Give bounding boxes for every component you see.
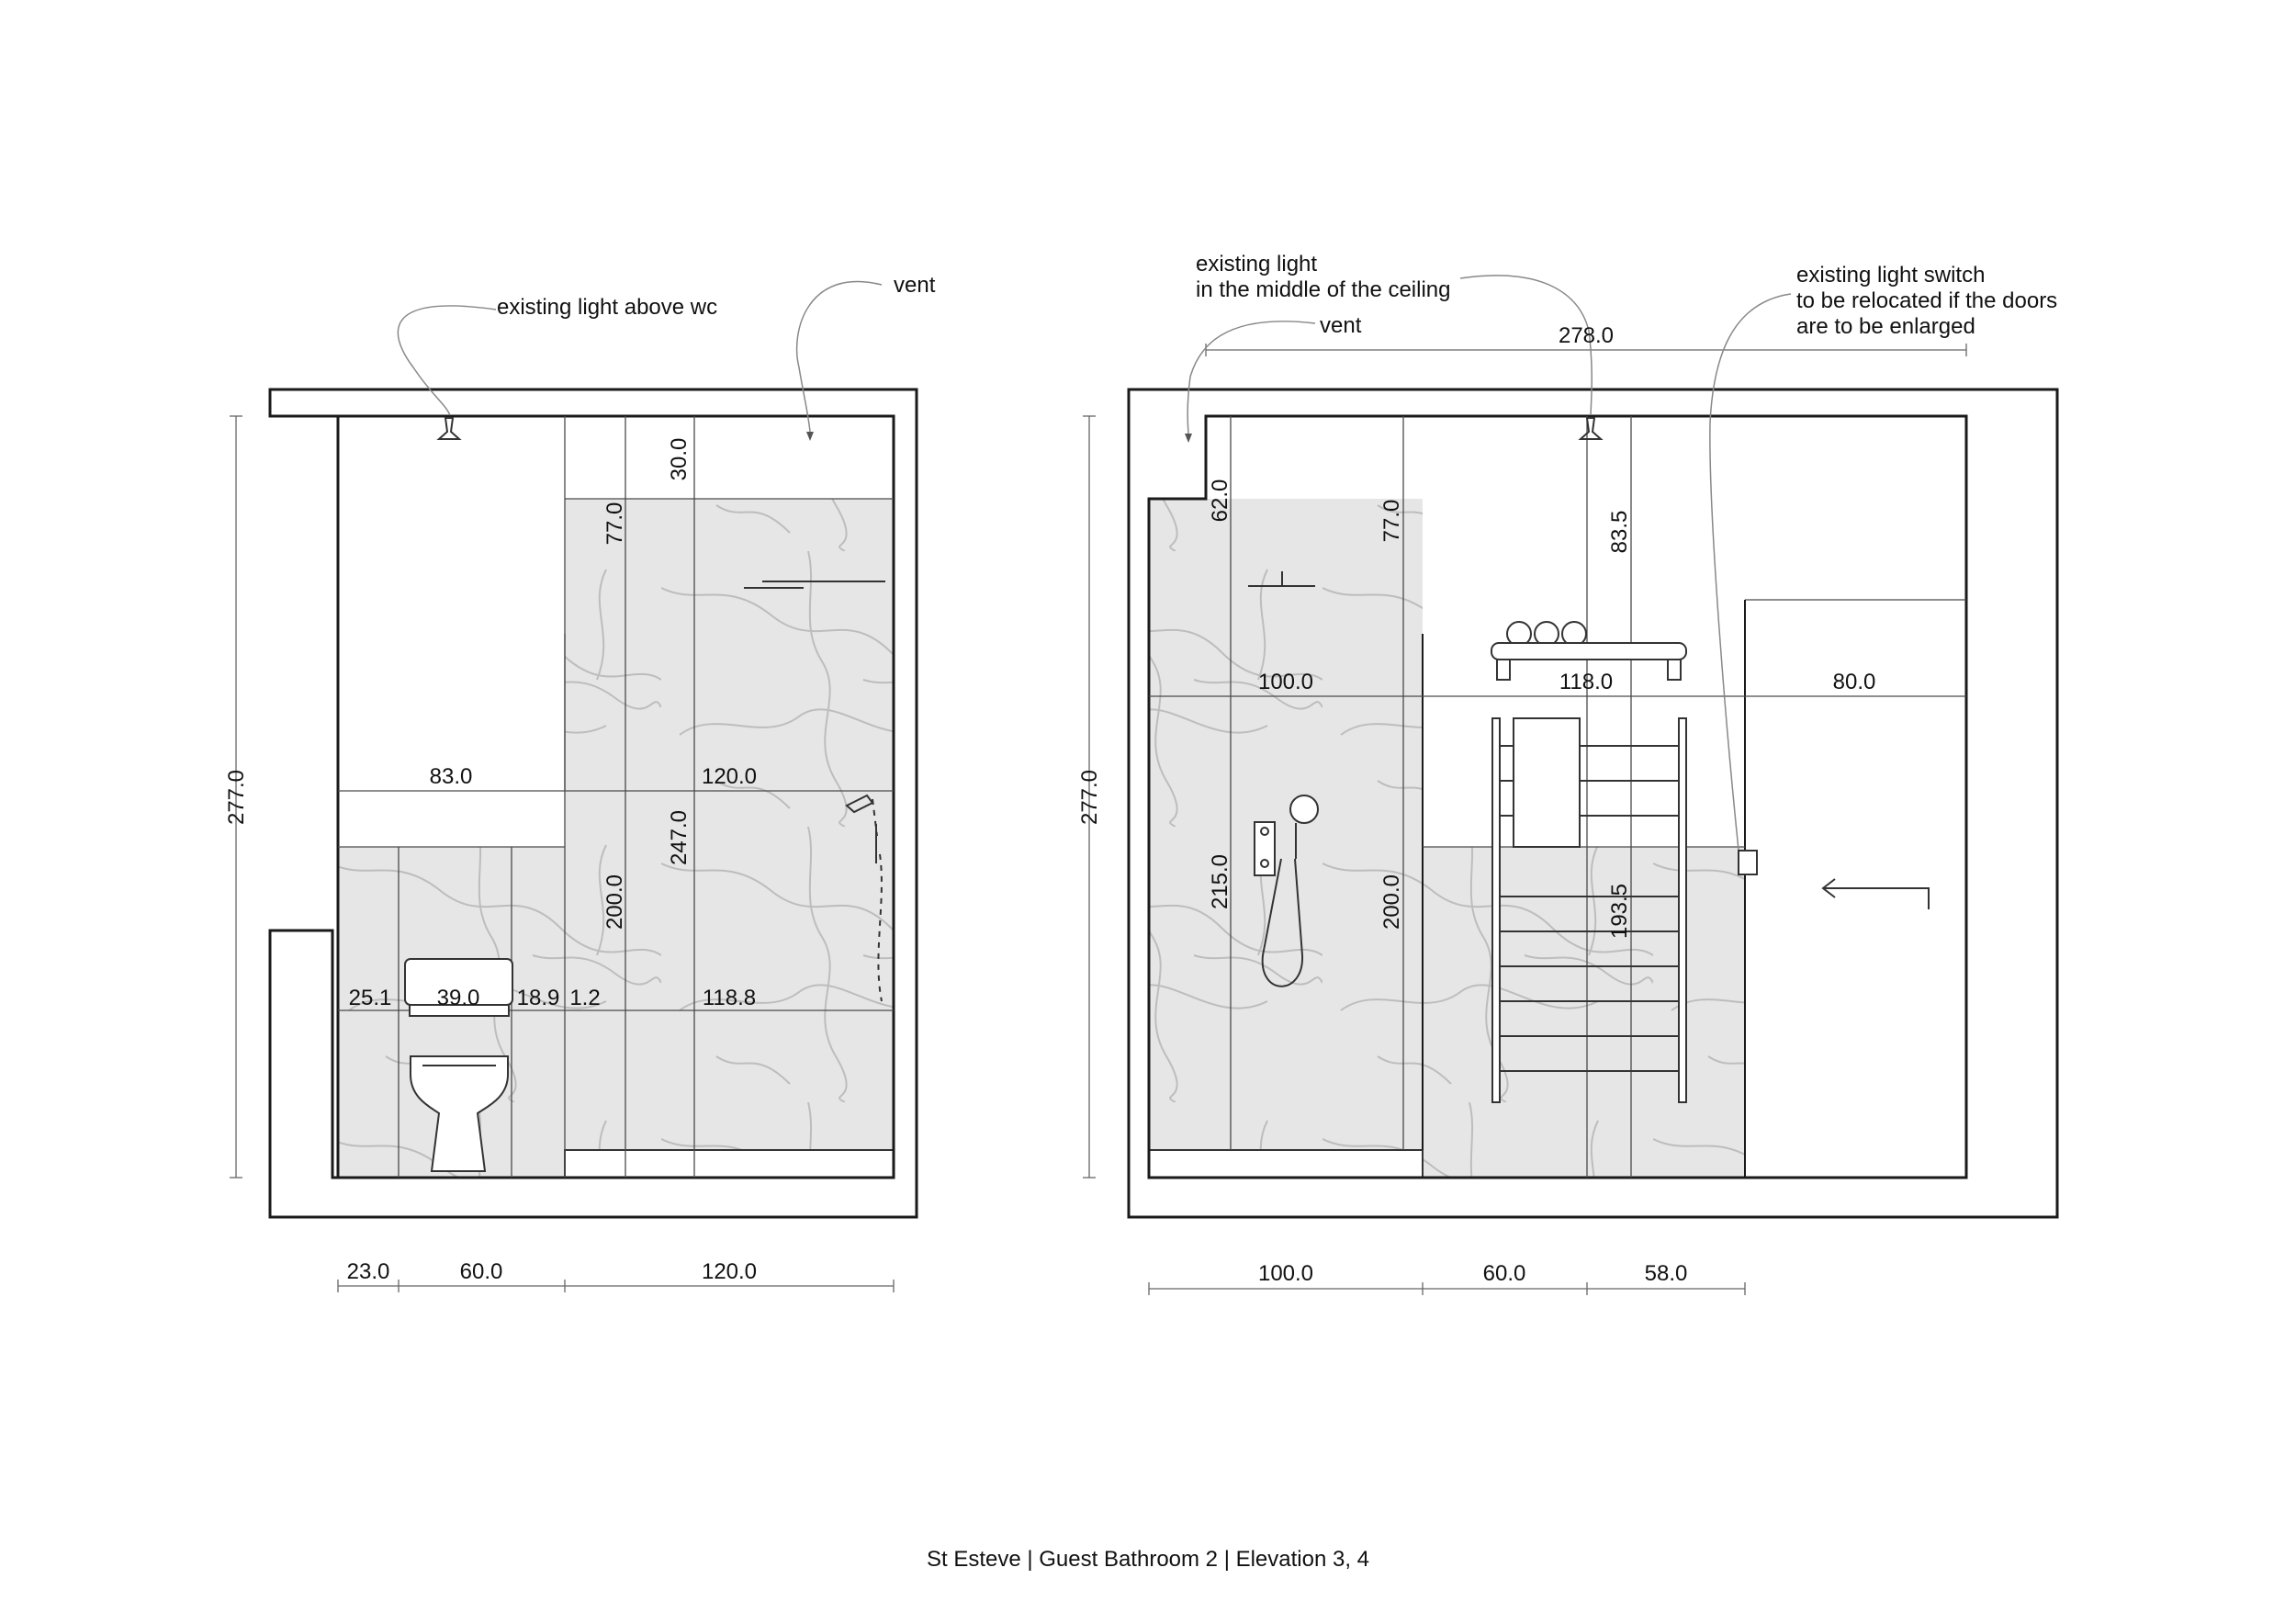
dim-120-bottom: 120.0: [701, 1259, 758, 1284]
shower-tray: [565, 1150, 894, 1178]
dim-120-mid: 120.0: [701, 764, 758, 789]
dim-18-9: 18.9: [516, 986, 560, 1010]
dim-39: 39.0: [436, 986, 480, 1010]
note-switch-line3: are to be enlarged: [1796, 314, 1975, 339]
dim-83: 83.0: [429, 764, 473, 789]
dim-118: 118.0: [1559, 670, 1614, 694]
drawing-title: St Esteve | Guest Bathroom 2 | Elevation 3, 4: [926, 1547, 1370, 1572]
note-vent-right: vent: [1320, 313, 1362, 338]
elevation-4: [1077, 252, 2057, 1295]
note-light-middle-line2: in the middle of the ceiling: [1196, 277, 1451, 302]
note-light-above-wc: existing light above wc: [497, 295, 718, 320]
dim-277-right: 277.0: [1077, 769, 1102, 826]
dim-23-bottom: 23.0: [346, 1259, 390, 1284]
door-arrow-icon: [1823, 879, 1929, 909]
note-switch-line1: existing light switch: [1796, 263, 1986, 288]
dim-100-mid: 100.0: [1257, 670, 1314, 694]
ceiling-light-icon-right: [1581, 418, 1601, 439]
dim-62: 62.0: [1208, 479, 1232, 523]
dim-77-left: 77.0: [602, 502, 627, 546]
note-switch-line2: to be relocated if the doors: [1796, 288, 2058, 313]
dim-1-2: 1.2: [569, 986, 601, 1010]
dim-60-bottom-left: 60.0: [459, 1259, 503, 1284]
dim-215: 215.0: [1208, 853, 1232, 910]
ceiling-light-icon: [439, 418, 459, 439]
dim-278: 278.0: [1558, 323, 1615, 348]
dim-277-left: 277.0: [224, 769, 249, 826]
shower-wall-tiles: [1149, 499, 1423, 1150]
dim-118-8: 118.8: [702, 986, 757, 1010]
dim-30: 30.0: [667, 437, 692, 481]
dim-58-bottom: 58.0: [1644, 1261, 1688, 1286]
note-light-middle-line1: existing light: [1196, 252, 1318, 276]
dim-200-left: 200.0: [602, 874, 627, 930]
dim-193-5: 193.5: [1607, 883, 1632, 940]
shower-tray-right: [1149, 1150, 1423, 1178]
dim-100-bottom: 100.0: [1257, 1261, 1314, 1286]
note-vent-left: vent: [894, 273, 936, 298]
dim-83-5: 83.5: [1607, 510, 1632, 554]
dim-247: 247.0: [667, 809, 692, 866]
dim-25-1: 25.1: [348, 986, 392, 1010]
elevation-3: [224, 273, 936, 1292]
dim-60-bottom-right: 60.0: [1482, 1261, 1526, 1286]
dim-80: 80.0: [1832, 670, 1876, 694]
dim-200-right: 200.0: [1379, 874, 1404, 930]
shower-tiles: [565, 499, 894, 1150]
light-switch-icon: [1739, 851, 1757, 874]
dim-77-right: 77.0: [1379, 499, 1404, 543]
